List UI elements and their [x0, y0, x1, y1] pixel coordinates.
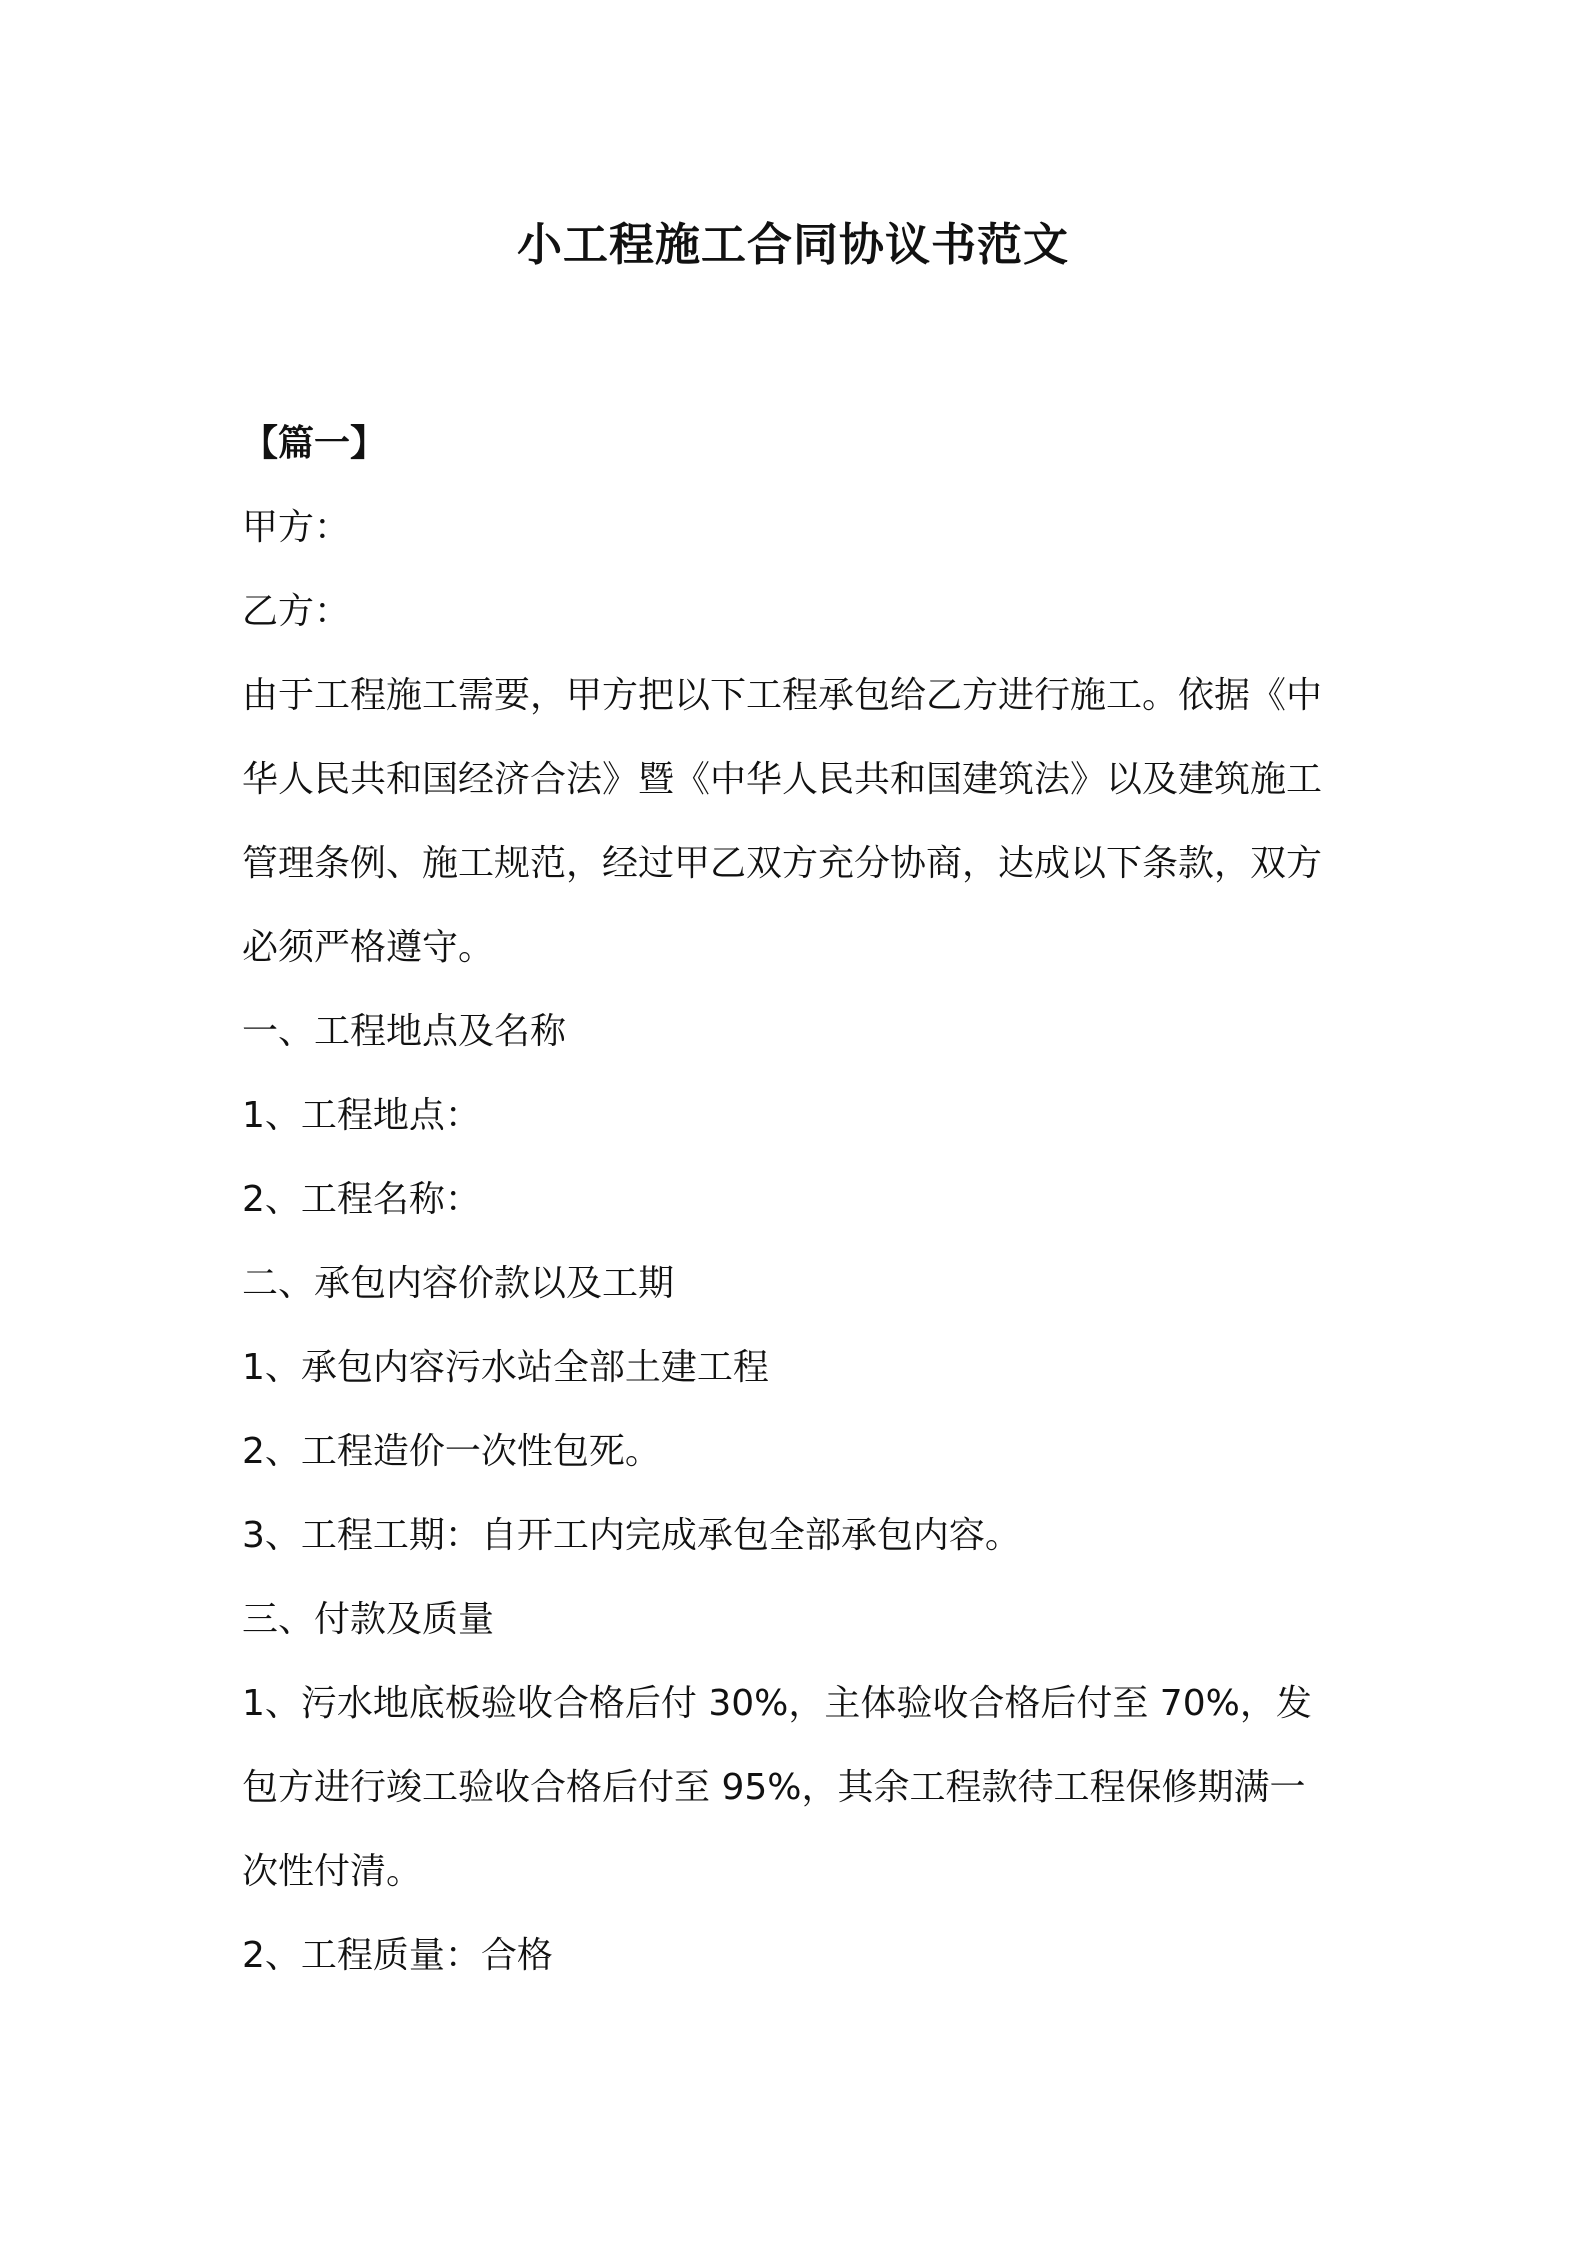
- party-a-line: 甲方：: [242, 507, 351, 548]
- quality-clause: 2、工程质量：合格: [242, 1935, 553, 1976]
- section-heading: 三、付款及质量: [242, 1599, 495, 1640]
- section-heading: 二、承包内容价款以及工期: [242, 1263, 675, 1304]
- body-paragraph-line: 华人民共和国经济合法》暨《中华人民共和国建筑法》以及建筑施工: [242, 759, 1323, 800]
- clause-item: 2、工程名称：: [242, 1179, 481, 1220]
- payment-clause-line: 包方进行竣工验收合格后付至 95%，其余工程款待工程保修期满一: [242, 1767, 1306, 1808]
- document-title: 小工程施工合同协议书范文: [516, 218, 1069, 271]
- section-label: 【篇一】: [242, 423, 387, 464]
- section-heading: 一、工程地点及名称: [242, 1011, 567, 1052]
- payment-clause-line: 1、污水地底板验收合格后付 30%，主体验收合格后付至 70%，发: [242, 1683, 1312, 1724]
- party-b-line: 乙方：: [242, 591, 351, 632]
- body-paragraph-line: 必须严格遵守。: [242, 927, 495, 968]
- clause-item: 1、承包内容污水站全部土建工程: [242, 1347, 769, 1388]
- body-paragraph-line: 由于工程施工需要，甲方把以下工程承包给乙方进行施工。依据《中: [242, 675, 1323, 716]
- body-paragraph-line: 管理条例、施工规范，经过甲乙双方充分协商，达成以下条款，双方: [242, 843, 1323, 884]
- payment-clause-line: 次性付清。: [242, 1851, 423, 1892]
- clause-item: 1、工程地点：: [242, 1095, 481, 1136]
- clause-item: 2、工程造价一次性包死。: [242, 1431, 661, 1472]
- document-body: [242, 402, 1362, 1998]
- clause-item: 3、工程工期：自开工内完成承包全部承包内容。: [242, 1515, 1021, 1556]
